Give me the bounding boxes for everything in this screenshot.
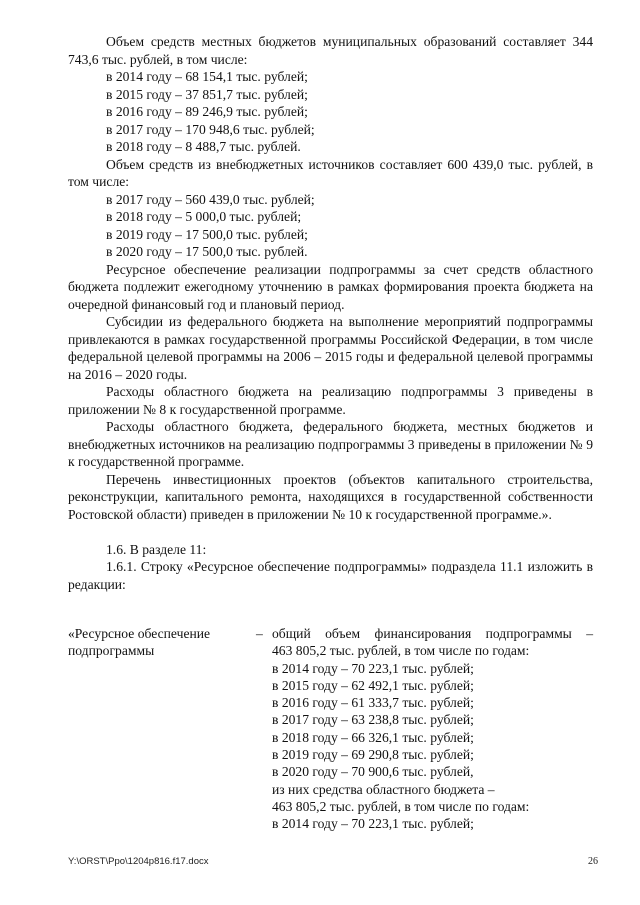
extrabudget-year-2019: в 2019 году – 17 500,0 тыс. рублей; — [106, 226, 308, 242]
footer-file-path: Y:\ORST\Ppo\1204p816.f17.docx — [68, 856, 209, 867]
local-budget-year-2016: в 2016 году – 89 246,9 тыс. рублей; — [106, 104, 308, 119]
appendix-8-paragraph: Расходы областного бюджета на реализацию подпрограммы 3 приведены в приложении № 8 к государственной программе. — [68, 384, 593, 417]
total-funding-amount: 463 805,2 тыс. рублей, в том числе по годам: — [272, 643, 530, 659]
subsection-text: 1.6.1. Строку «Ресурсное обеспечение подпрограммы» подраздела 11.1 изложить в редакции: — [68, 559, 593, 592]
local-budget-year-2014: в 2014 году – 68 154,1 тыс. рублей; — [106, 69, 308, 84]
extrabudget-year-2017: в 2017 году – 560 439,0 тыс. рублей; — [106, 191, 315, 207]
funding-year-2018: в 2018 году – 66 326,1 тыс. рублей; — [272, 729, 474, 745]
resource-paragraph: Ресурсное обеспечение реализации подпрограммы за счет средств областного бюджета подлежит ежегодному уточнению в рамках формирования проекта бюджета на очередной финансовый год и плановый период. — [68, 261, 593, 312]
table-value — [272, 625, 593, 833]
page-number: 26 — [588, 856, 598, 867]
extrabudget-year-2018: в 2018 году – 5 000,0 тыс. рублей; — [106, 209, 302, 224]
extrabudget-year-2020: в 2020 году – 17 500,0 тыс. рублей. — [106, 244, 308, 259]
regional-year-2014: в 2014 году – 70 223,1 тыс. рублей; — [272, 816, 474, 832]
funding-year-2016: в 2016 году – 61 333,7 тыс. рублей; — [272, 695, 474, 711]
table-label: «Ресурсное обеспечение подпрограммы — [68, 626, 211, 659]
local-budget-intro: Объем средств местных бюджетов муниципальных образований составляет 344 743,6 тыс. рублей, в том числе: — [68, 34, 593, 67]
funding-year-2019: в 2019 году – 69 290,8 тыс. рублей; — [272, 747, 474, 763]
section-heading: 1.6. В разделе 11: — [106, 541, 207, 557]
body-text — [68, 33, 593, 593]
funding-year-2017: в 2017 году – 63 238,8 тыс. рублей; — [272, 712, 474, 728]
appendix-9-paragraph: Расходы областного бюджета, федерального бюджета, местных бюджетов и внебюджетных источников на реализацию подпрограммы 3 приведены в приложении № 9 к государственной программе. — [68, 419, 593, 469]
appendix-10-paragraph: Перечень инвестиционных проектов (объектов капитального строительства, реконструкции, капитального ремонта, находящихся в государственной собственности Ростовской области) приведен в приложении № 10 к государственной программе.». — [68, 471, 593, 522]
extrabudget-intro: Объем средств из внебюджетных источников составляет 600 439,0 тыс. рублей, в том числе: — [68, 156, 593, 189]
local-budget-year-2018: в 2018 году – 8 488,7 тыс. рублей. — [106, 139, 301, 154]
table-dash: – — [256, 626, 263, 641]
local-budget-year-2015: в 2015 году – 37 851,7 тыс. рублей; — [106, 86, 308, 102]
total-funding-line: общий объем финансирования подпрограммы – — [272, 626, 593, 641]
subsidies-paragraph: Субсидии из федерального бюджета на выполнение мероприятий подпрограммы привлекаются в рамках государственной программы Российской Федерации, в том числе федеральной целевой программы на 2006 – 2015 годы и федеральной целевой программы на 2016 – 2020 годы. — [68, 314, 593, 382]
regional-budget-intro: из них средства областного бюджета – — [272, 781, 495, 797]
spacer — [68, 523, 593, 541]
local-budget-year-2017: в 2017 году – 170 948,6 тыс. рублей; — [106, 121, 315, 137]
funding-year-2014: в 2014 году – 70 223,1 тыс. рублей; — [272, 660, 474, 676]
regional-budget-total: 463 805,2 тыс. рублей, в том числе по годам: — [272, 798, 530, 814]
funding-year-2015: в 2015 году – 62 492,1 тыс. рублей; — [272, 677, 474, 693]
funding-year-2020: в 2020 году – 70 900,6 тыс. рублей, — [272, 764, 474, 780]
